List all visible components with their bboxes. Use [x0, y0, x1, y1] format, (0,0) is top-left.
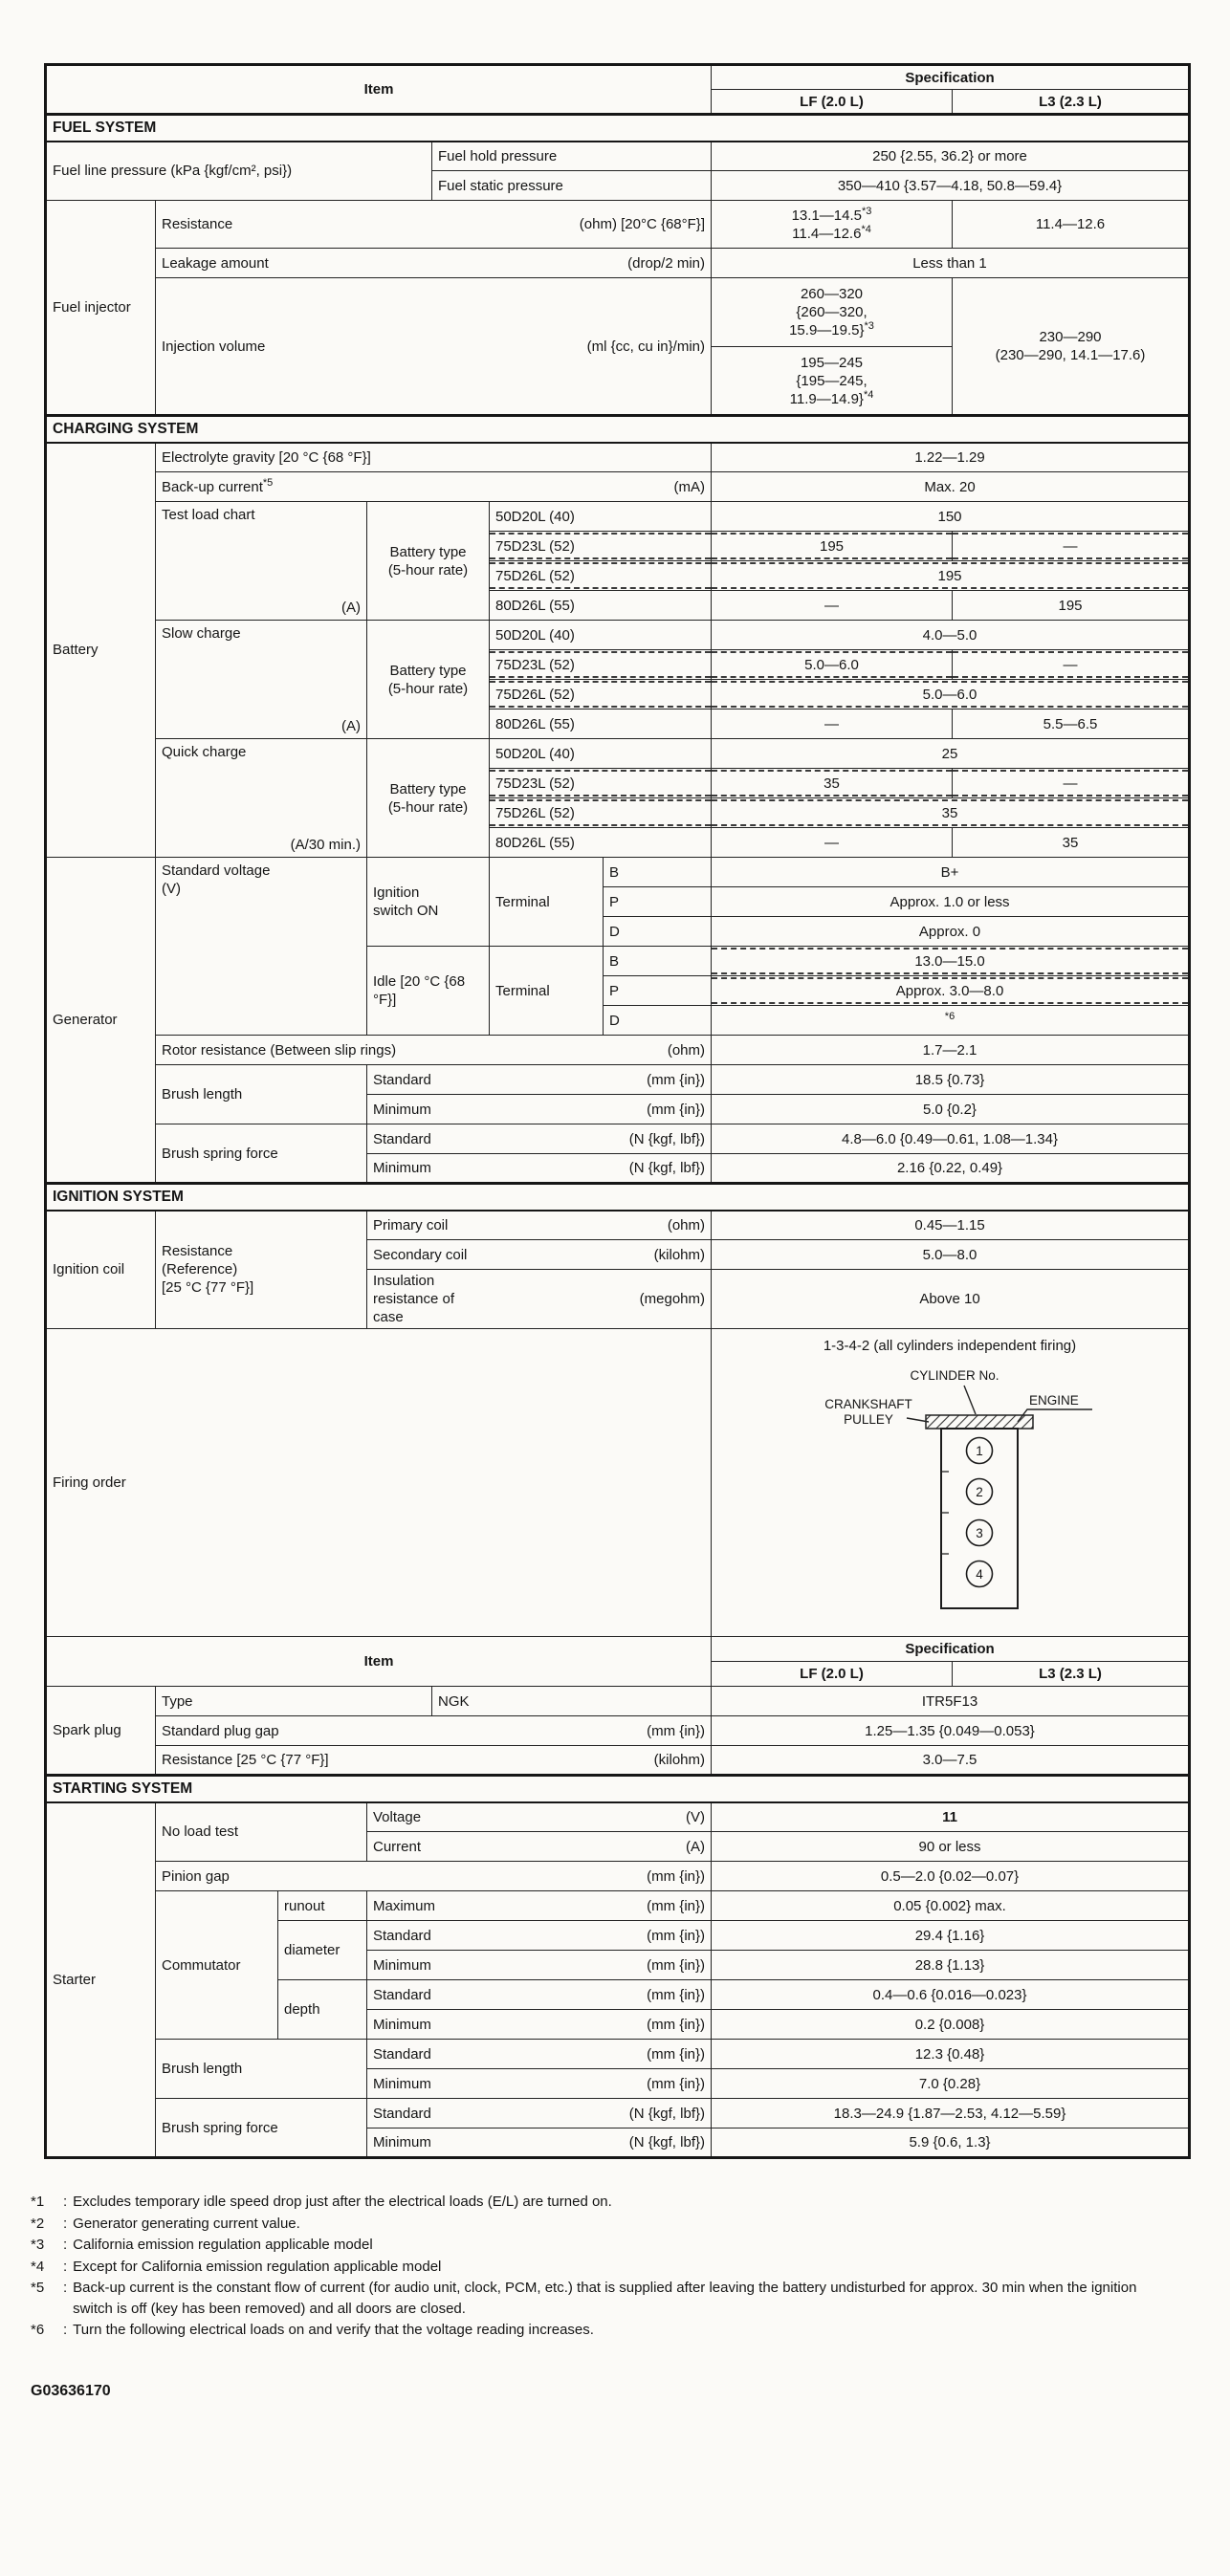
- row-minimum: [367, 1095, 712, 1124]
- pinion-gap-row: [156, 1862, 712, 1891]
- battery-value-l3: —: [953, 769, 1190, 798]
- label: Rotor resistance (Between slip rings): [162, 1041, 397, 1059]
- spark-resistance-value: 3.0—7.5: [712, 1746, 1190, 1776]
- unit: (ohm): [667, 1041, 705, 1059]
- cylinder-numbers: [967, 1438, 993, 1587]
- generator-value: B+: [712, 858, 1190, 887]
- figure-code: G03636170: [31, 2382, 111, 2399]
- injector-leakage-value: Less than 1: [712, 249, 1190, 278]
- unit: (megohm): [639, 1291, 705, 1307]
- battery-value: 5.0—6.0: [712, 680, 1190, 709]
- footnote: [31, 2320, 1188, 2341]
- label: (V): [162, 881, 181, 897]
- fuel-line-pressure-label: Fuel line pressure (kPa {kgf/cm², psi}): [46, 142, 432, 201]
- runout-max-row: [367, 1891, 712, 1921]
- injector-volume-row: [156, 278, 712, 416]
- label: Voltage: [373, 1808, 422, 1825]
- header-l3: L3 (2.3 L): [953, 1662, 1190, 1687]
- label: Standard: [373, 1071, 431, 1088]
- firing-order-label: Firing order: [46, 1329, 712, 1637]
- terminal-label: Terminal: [490, 947, 604, 1036]
- footnote-marker: *1: [31, 2194, 45, 2210]
- battery-test-load-label: [156, 502, 367, 621]
- value: Above 10: [712, 1270, 1190, 1329]
- battery-model: 50D20L (40): [490, 739, 712, 769]
- value: 230—290: [1039, 329, 1102, 345]
- ignition-coil-label: Ignition coil: [46, 1211, 156, 1329]
- battery-value: 4.0—5.0: [712, 621, 1190, 650]
- label: Slow charge: [162, 625, 241, 642]
- label: Standard plug gap: [162, 1722, 279, 1739]
- label: Back-up current: [162, 478, 263, 495]
- label: (5-hour rate): [387, 561, 469, 579]
- battery-model: 75D23L (52): [490, 532, 712, 561]
- header-lf: LF (2.0 L): [712, 1662, 953, 1687]
- terminal-p: P: [604, 976, 712, 1006]
- generator-value: Approx. 1.0 or less: [712, 887, 1190, 917]
- header-item: Item: [46, 1637, 712, 1687]
- battery-value-lf: 195: [712, 532, 953, 561]
- crankshaft-pulley-label: CRANKSHAFT: [824, 1397, 912, 1411]
- footnote-text: California emission regulation applicable model: [73, 2237, 373, 2253]
- battery-value-lf: —: [712, 591, 953, 621]
- value: 5.0—8.0: [712, 1240, 1190, 1270]
- cylinder-number: 4: [976, 1567, 983, 1582]
- battery-value: 25: [712, 739, 1190, 769]
- footnote-ref: *6: [944, 1010, 955, 1022]
- unit: (A): [341, 718, 361, 734]
- terminal-d: D: [604, 1006, 712, 1036]
- battery-value: 195: [712, 561, 1190, 591]
- value: 18.5 {0.73}: [712, 1065, 1190, 1095]
- footnote-sep: :: [63, 2258, 68, 2275]
- row-minimum: [367, 2010, 712, 2040]
- no-load-voltage-row: [367, 1802, 712, 1832]
- label: Minimum: [373, 1160, 431, 1176]
- label: Commutator: [162, 1956, 241, 1974]
- footnote-marker: *5: [31, 2280, 45, 2296]
- value: 28.8 {1.13}: [712, 1951, 1190, 1980]
- injector-volume-value-lf-fed: [712, 347, 953, 416]
- battery-value-l3: —: [953, 532, 1190, 561]
- label: Battery type: [389, 780, 467, 797]
- label: Standard: [373, 2045, 431, 2063]
- unit: (A/30 min.): [290, 837, 361, 853]
- spark-resistance-row: [156, 1746, 712, 1776]
- unit: (ohm): [667, 1216, 705, 1233]
- label: Resistance: [162, 1243, 233, 1260]
- footnote-ref: *4: [863, 388, 874, 401]
- firing-order-value: 1-3-4-2 (all cylinders independent firing): [823, 1338, 1077, 1354]
- label: Leakage amount: [162, 254, 269, 272]
- battery-value-l3: 195: [953, 591, 1190, 621]
- terminal-b: B: [604, 858, 712, 887]
- unit: (mm {in}): [647, 1897, 705, 1914]
- label: Current: [373, 1838, 422, 1855]
- generator-brush-length-label: Brush length: [156, 1065, 367, 1124]
- label: diameter: [284, 1942, 340, 1958]
- generator-value: Approx. 0: [712, 917, 1190, 947]
- unit: (mm {in}): [647, 1986, 705, 2003]
- generator-value: [712, 1006, 1190, 1036]
- battery-type-label: [367, 621, 490, 739]
- label: Injection volume: [162, 338, 266, 355]
- battery-model: 80D26L (55): [490, 828, 712, 858]
- value: 11.4—12.6: [792, 225, 862, 242]
- fuel-injector-label: Fuel injector: [46, 201, 156, 416]
- value: {260—320,: [796, 304, 868, 320]
- unit: (mm {in}): [647, 1722, 705, 1739]
- starter-brush-length-label: Brush length: [156, 2040, 367, 2099]
- section-ignition-system: IGNITION SYSTEM: [46, 1184, 1190, 1211]
- footnote-marker: *3: [31, 2237, 45, 2253]
- spark-gap-row: [156, 1716, 712, 1746]
- battery-value-l3: 5.5—6.5: [953, 709, 1190, 739]
- footnote: [31, 2192, 1188, 2213]
- label: Resistance: [162, 216, 233, 232]
- coil-resistance-label: [156, 1211, 367, 1329]
- battery-model: 75D26L (52): [490, 561, 712, 591]
- battery-quick-charge-label: [156, 739, 367, 858]
- battery-model: 80D26L (55): [490, 591, 712, 621]
- unit: (A): [686, 1838, 705, 1855]
- label: Quick charge: [162, 744, 247, 760]
- label: Insulation resistance of case: [373, 1273, 455, 1325]
- battery-value-lf: —: [712, 828, 953, 858]
- battery-model: 75D23L (52): [490, 650, 712, 680]
- unit: (kilohm): [653, 1246, 705, 1263]
- value: 29.4 {1.16}: [712, 1921, 1190, 1951]
- value: 15.9—19.5}: [789, 322, 865, 338]
- generator-label: Generator: [46, 858, 156, 1184]
- section-fuel-system: FUEL SYSTEM: [46, 115, 1190, 142]
- value: 4.8—6.0 {0.49—0.61, 1.08—1.34}: [712, 1124, 1190, 1154]
- injector-resistance-value-l3: 11.4—12.6: [953, 201, 1190, 249]
- value: 5.9 {0.6, 1.3}: [712, 2128, 1190, 2158]
- fuel-static-pressure-label: Fuel static pressure: [432, 171, 712, 201]
- row-standard: [367, 1921, 712, 1951]
- footnote: [31, 2278, 1188, 2319]
- battery-value: 35: [712, 798, 1190, 828]
- coil-primary-row: [367, 1211, 712, 1240]
- label: Standard voltage: [162, 862, 271, 879]
- footnote-sep: :: [63, 2194, 68, 2210]
- label: (5-hour rate): [387, 680, 469, 697]
- value: 0.4—0.6 {0.016—0.023}: [712, 1980, 1190, 2010]
- cylinder-number: 3: [976, 1526, 983, 1540]
- generator-standard-voltage-label: [156, 858, 367, 1036]
- label: Test load chart: [162, 507, 255, 523]
- cylinder-no-label: CYLINDER No.: [910, 1368, 999, 1383]
- section-starting-system: STARTING SYSTEM: [46, 1776, 1190, 1802]
- row-standard: [367, 1124, 712, 1154]
- header-specification: Specification: [712, 1637, 1190, 1662]
- row-standard: [367, 2040, 712, 2069]
- spark-gap-value: 1.25—1.35 {0.049—0.053}: [712, 1716, 1190, 1746]
- battery-label: Battery: [46, 443, 156, 858]
- label: Minimum: [373, 2016, 431, 2033]
- commutator-label: [156, 1891, 278, 2040]
- value: 0.05 {0.002} max.: [712, 1891, 1190, 1921]
- label: Minimum: [373, 2134, 431, 2150]
- commutator-depth-label: depth: [278, 1980, 367, 2040]
- terminal-p: P: [604, 887, 712, 917]
- battery-model: 80D26L (55): [490, 709, 712, 739]
- unit: (ohm) [20°C {68°F}]: [579, 216, 705, 232]
- footnote: [31, 2235, 1188, 2256]
- battery-electrolyte-value: 1.22—1.29: [712, 443, 1190, 472]
- injector-volume-value-l3: [953, 278, 1190, 416]
- starter-brush-spring-label: Brush spring force: [156, 2099, 367, 2158]
- unit: (mA): [673, 478, 705, 495]
- label: Maximum: [373, 1897, 436, 1914]
- footnote-text: Except for California emission regulation applicable model: [73, 2258, 442, 2275]
- unit: (N {kgf, lbf}): [628, 1160, 705, 1176]
- row-standard: [367, 1065, 712, 1095]
- generator-rotor-value: 1.7—2.1: [712, 1036, 1190, 1065]
- crankshaft-pulley-hatch: [926, 1415, 1033, 1429]
- unit: (mm {in}): [647, 2016, 705, 2033]
- footnote-sep: :: [63, 2215, 68, 2232]
- footnotes: [31, 2192, 1188, 2341]
- specification-table: [44, 63, 1191, 2159]
- no-load-current-row: [367, 1832, 712, 1862]
- generator-rotor-row: [156, 1036, 712, 1065]
- value: {195—245,: [796, 372, 868, 389]
- unit: (N {kgf, lbf}): [628, 2134, 705, 2150]
- unit: (mm {in}): [647, 1927, 705, 1944]
- battery-value-l3: 35: [953, 828, 1190, 858]
- unit: (ml {cc, cu in}/min): [586, 338, 705, 355]
- battery-electrolyte-label: Electrolyte gravity [20 °C {68 °F}]: [156, 443, 712, 472]
- spark-type-label: Type: [156, 1687, 432, 1716]
- coil-secondary-row: [367, 1240, 712, 1270]
- row-minimum: [367, 2128, 712, 2158]
- value: 90 or less: [712, 1832, 1190, 1862]
- value: 12.3 {0.48}: [712, 2040, 1190, 2069]
- footnote-ref: *3: [864, 320, 874, 332]
- label: Standard: [373, 1130, 431, 1147]
- unit: (A): [341, 600, 361, 616]
- row-minimum: [367, 1154, 712, 1184]
- value: 0.2 {0.008}: [712, 2010, 1190, 2040]
- battery-model: 75D26L (52): [490, 798, 712, 828]
- footnote-text: Turn the following electrical loads on and verify that the voltage reading increases.: [73, 2322, 594, 2338]
- row-standard: [367, 2099, 712, 2128]
- row-minimum: [367, 1951, 712, 1980]
- value: 11.9—14.9}: [789, 390, 864, 407]
- generator-brush-spring-label: Brush spring force: [156, 1124, 367, 1184]
- unit: (drop/2 min): [627, 254, 705, 272]
- label: [162, 478, 273, 496]
- generator-ignition-on-label: [367, 858, 490, 947]
- terminal-b: B: [604, 947, 712, 976]
- injector-resistance-row: [156, 201, 712, 249]
- footnote-ref: *5: [262, 476, 274, 489]
- label: Ignition switch ON: [373, 884, 439, 919]
- label: (Reference): [162, 1261, 238, 1278]
- unit: (mm {in}): [647, 1101, 705, 1118]
- generator-value: 13.0—15.0: [712, 947, 1190, 976]
- footnote-marker: *4: [31, 2258, 45, 2275]
- unit: (N {kgf, lbf}): [628, 1130, 705, 1147]
- battery-type-label: [367, 739, 490, 858]
- value: 195—245: [800, 354, 864, 371]
- battery-model: 50D20L (40): [490, 502, 712, 532]
- spark-type-brand: NGK: [432, 1687, 712, 1716]
- battery-model: 75D26L (52): [490, 680, 712, 709]
- footnote-text: Excludes temporary idle speed drop just after the electrical loads (E/L) are turned on.: [73, 2194, 612, 2210]
- spark-type-value: ITR5F13: [712, 1687, 1190, 1716]
- header-l3: L3 (2.3 L): [953, 90, 1190, 115]
- starter-no-load-label: No load test: [156, 1802, 367, 1862]
- value: 13.1—14.5: [791, 207, 862, 224]
- label: Secondary coil: [373, 1246, 468, 1263]
- label: Pinion gap: [162, 1867, 230, 1885]
- crankshaft-pulley-label: PULLEY: [844, 1412, 893, 1427]
- value: 2.16 {0.22, 0.49}: [712, 1154, 1190, 1184]
- value: 0.45—1.15: [712, 1211, 1190, 1240]
- leader-line: [964, 1386, 976, 1414]
- firing-order-cell: [712, 1329, 1190, 1637]
- label: Primary coil: [373, 1216, 449, 1233]
- battery-value-lf: 5.0—6.0: [712, 650, 953, 680]
- unit: (mm {in}): [647, 1956, 705, 1974]
- footnote: [31, 2214, 1188, 2235]
- commutator-diameter-label: [278, 1921, 367, 1980]
- label: Standard: [373, 2105, 431, 2122]
- battery-value-l3: —: [953, 650, 1190, 680]
- injector-volume-value-lf-ca: [712, 278, 953, 347]
- fuel-hold-pressure-value: 250 {2.55, 36.2} or more: [712, 142, 1190, 171]
- commutator-runout-label: runout: [278, 1891, 367, 1921]
- injector-resistance-value-lf: [712, 201, 953, 249]
- unit: (mm {in}): [647, 2075, 705, 2092]
- value: 260—320: [800, 286, 864, 302]
- value: 5.0 {0.2}: [712, 1095, 1190, 1124]
- header-item: Item: [46, 65, 712, 115]
- footnote-sep: :: [63, 2322, 68, 2338]
- label: Resistance [25 °C {77 °F}]: [162, 1752, 329, 1768]
- injector-leakage-row: [156, 249, 712, 278]
- row-standard: [367, 1980, 712, 2010]
- footnote-marker: *6: [31, 2322, 45, 2338]
- cylinder-number: 1: [976, 1444, 983, 1458]
- unit: (mm {in}): [647, 1071, 705, 1088]
- section-charging-system: CHARGING SYSTEM: [46, 416, 1190, 443]
- battery-type-label: [367, 502, 490, 621]
- label: [25 °C {77 °F}]: [162, 1279, 254, 1297]
- generator-idle-label: Idle [20 °C {68 °F}]: [367, 947, 490, 1036]
- coil-insulation-row: [367, 1270, 712, 1329]
- unit: (V): [686, 1808, 705, 1825]
- cylinder-number: 2: [976, 1485, 983, 1499]
- value: 7.0 {0.28}: [712, 2069, 1190, 2099]
- terminal-label: Terminal: [490, 858, 604, 947]
- terminal-d: D: [604, 917, 712, 947]
- starter-label: Starter: [46, 1802, 156, 2158]
- value: 18.3—24.9 {1.87—2.53, 4.12—5.59}: [712, 2099, 1190, 2128]
- battery-model: 50D20L (40): [490, 621, 712, 650]
- footnote: [31, 2257, 1188, 2278]
- unit: (mm {in}): [647, 1867, 705, 1885]
- battery-value-lf: —: [712, 709, 953, 739]
- fuel-static-pressure-value: 350—410 {3.57—4.18, 50.8—59.4}: [712, 171, 1190, 201]
- footnote-ref: *3: [861, 205, 872, 217]
- label: Minimum: [373, 1101, 431, 1118]
- spark-plug-label: Spark plug: [46, 1687, 156, 1776]
- firing-order-diagram: [725, 1355, 1175, 1626]
- unit: (mm {in}): [647, 2045, 705, 2063]
- footnote-sep: :: [63, 2280, 68, 2296]
- footnote-text: Generator generating current value.: [73, 2215, 300, 2232]
- unit: (N {kgf, lbf}): [628, 2105, 705, 2122]
- label: Minimum: [373, 2075, 431, 2092]
- engine-label: ENGINE: [1029, 1393, 1079, 1408]
- pinion-gap-value: 0.5—2.0 {0.02—0.07}: [712, 1862, 1190, 1891]
- battery-model: 75D23L (52): [490, 769, 712, 798]
- label: Standard: [373, 1986, 431, 2003]
- fuel-hold-pressure-label: Fuel hold pressure: [432, 142, 712, 171]
- footnote-marker: *2: [31, 2215, 45, 2232]
- label: Battery type: [389, 543, 467, 560]
- battery-value-lf: 35: [712, 769, 953, 798]
- battery-backup-value: Max. 20: [712, 472, 1190, 502]
- header-lf: LF (2.0 L): [712, 90, 953, 115]
- footnote-sep: :: [63, 2237, 68, 2253]
- header-specification: Specification: [712, 65, 1190, 90]
- label: Battery type: [389, 662, 467, 679]
- battery-value: 150: [712, 502, 1190, 532]
- footnote-ref: *4: [861, 223, 871, 235]
- value: (230—290, 14.1—17.6): [995, 347, 1146, 363]
- battery-slow-charge-label: [156, 621, 367, 739]
- battery-backup-row: [156, 472, 712, 502]
- footnote-text: Back-up current is the constant flow of current (for audio unit, clock, PCM, etc.) that is supplied after leaving the battery undisturbed for approx. 30 min when the ignition switch is off (key has been removed) and all doors are closed.: [73, 2280, 1137, 2317]
- label: Standard: [373, 1927, 431, 1944]
- generator-value: Approx. 3.0—8.0: [712, 976, 1190, 1006]
- unit: (kilohm): [653, 1752, 705, 1768]
- label: (5-hour rate): [387, 798, 469, 816]
- row-minimum: [367, 2069, 712, 2099]
- label: Minimum: [373, 1956, 431, 1974]
- value: 11: [712, 1802, 1190, 1832]
